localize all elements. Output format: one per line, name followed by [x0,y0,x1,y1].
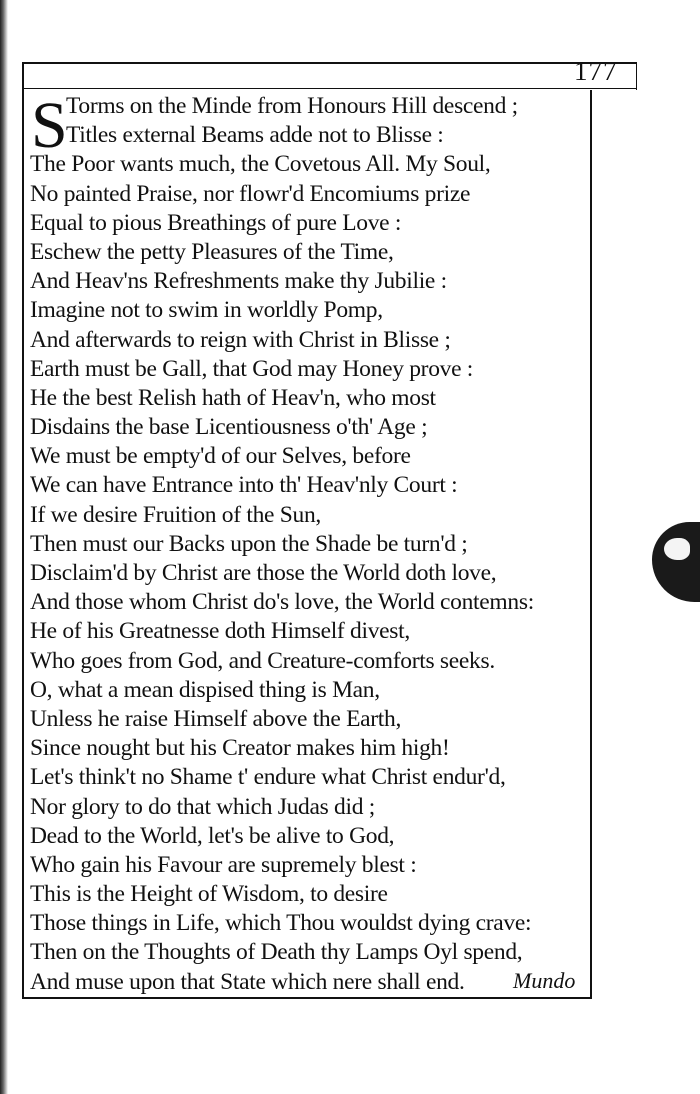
page-number: 177 [574,56,618,86]
verse-line: He of his Greatnesse doth Himself divest, [30,618,410,645]
verse-line: O, what a mean dispised thing is Man, [30,676,380,703]
verse-line: Nor glory to do that which Judas did ; [30,793,375,820]
verse-line: Unless he raise Himself above the Earth, [30,705,402,732]
catchword: Mundo [513,968,576,993]
frame-left-rule [22,62,24,998]
verse-line: If we desire Fruition of the Sun, [30,501,321,528]
verse-line: We can have Entrance into th' Heav'nly Court : [30,472,458,499]
verse-line: We must be empty'd of our Selves, before [30,443,411,470]
verse-line: Imagine not to swim in worldly Pomp, [30,297,383,324]
verse-line: Equal to pious Breathings of pure Love : [30,209,402,236]
verse-line: This is the Height of Wisdom, to desire [30,881,388,908]
frame-bottom-rule [22,997,592,999]
verse-line: Disdains the base Licentiousness o'th' Age ; [30,414,428,441]
verse-line: Who gain his Favour are supremely blest : [30,851,417,878]
verse-line: He the best Relish hath of Heav'n, who most [30,384,436,411]
drop-capital: S [31,89,68,162]
verse-block [30,89,588,997]
verse-line: And those whom Christ do's love, the World contemns: [30,589,534,616]
verse-line: And Heav'ns Refreshments make thy Jubilie : [30,268,447,295]
verse-line: And muse upon that State which nere shall end. [30,968,465,995]
verse-line: Disclaim'd by Christ are those the World doth love, [30,560,497,586]
verse-line: No painted Praise, nor flowr'd Encomiums prize [30,180,471,207]
verse-line: Dead to the World, let's be alive to God, [30,822,395,849]
verse-line: Those things in Life, which Thou wouldst dying crave: [30,910,532,937]
verse-line: Since nought but his Creator makes him high! [30,735,450,762]
header-rule [22,88,636,89]
verse-line: Titles external Beams adde not to Blisse : [66,122,444,149]
thumbnail-highlight [664,538,690,560]
header-right-rule [636,62,637,90]
verse-line: Torms on the Minde from Honours Hill descend ; [66,93,518,119]
verse-line: The Poor wants much, the Covetous All. My Soul, [30,151,491,178]
binding-shadow [0,0,8,1094]
verse-line: Eschew the petty Pleasures of the Time, [30,238,394,265]
verse-line: Who goes from God, and Creature-comforts seeks. [30,647,495,674]
verse-line: And afterwards to reign with Christ in Blisse ; [30,326,451,353]
verse-line: Then on the Thoughts of Death thy Lamps Oyl spend, [30,939,523,966]
verse-line: Earth must be Gall, that God may Honey prove : [30,355,474,382]
frame-right-rule [590,90,592,998]
verse-line: Then must our Backs upon the Shade be turn'd ; [30,530,468,557]
verse-line: Let's think't no Shame t' endure what Christ endur'd, [30,764,506,791]
thumb-image [652,522,700,602]
frame-top-rule [22,62,636,64]
